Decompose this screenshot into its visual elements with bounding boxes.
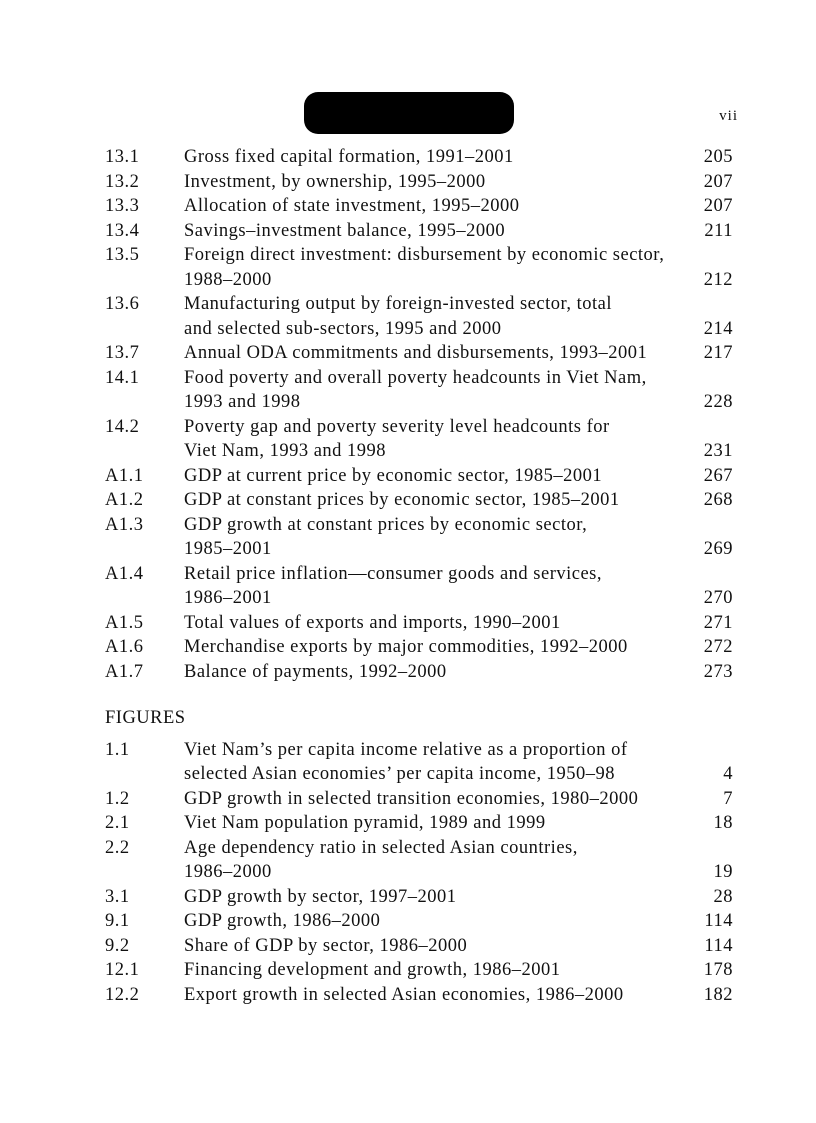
entry-title-line: Food poverty and overall poverty headcounts in Viet Nam, — [184, 367, 647, 388]
list-item — [105, 366, 733, 415]
list-item — [105, 170, 733, 195]
list-item — [105, 983, 733, 1008]
entry-page: 273 — [703, 661, 733, 682]
entry-number: A1.7 — [105, 661, 144, 682]
entry-title-line: Share of GDP by sector, 1986–2000 — [184, 935, 468, 956]
list-item — [105, 958, 733, 983]
entry-title-line: GDP at current price by economic sector, 1985–2001 — [184, 465, 603, 486]
entry-number: 13.7 — [105, 343, 140, 363]
entry-number: A1.2 — [105, 490, 144, 510]
entry-number: A1.5 — [105, 612, 144, 633]
entry-title — [184, 194, 687, 219]
entry-title-line: Annual ODA commitments and disbursements, 1993–2001 — [184, 343, 648, 363]
list-item — [105, 787, 733, 812]
entry-number: 13.2 — [105, 171, 140, 192]
list-item — [105, 243, 733, 292]
entry-title-line: Viet Nam population pyramid, 1989 and 1999 — [184, 813, 546, 833]
entry-title-line: selected Asian economies’ per capita income, 1950–98 — [184, 764, 615, 784]
list-item — [105, 611, 733, 636]
entry-title — [184, 292, 687, 341]
list-item — [105, 464, 733, 489]
entry-title — [184, 958, 687, 983]
figures-list — [105, 738, 733, 1008]
entry-page: 18 — [713, 813, 733, 833]
entry-title — [184, 562, 687, 611]
list-item — [105, 811, 733, 836]
entry-page: 268 — [703, 490, 733, 510]
entry-title — [184, 934, 687, 959]
list-item — [105, 145, 733, 170]
entry-title — [184, 909, 687, 934]
page-number: vii — [719, 108, 738, 124]
entry-number: 13.4 — [105, 220, 140, 241]
entry-page: 114 — [704, 911, 733, 931]
entry-number: 1.1 — [105, 739, 130, 760]
entry-page: 212 — [703, 269, 733, 290]
tables-list — [105, 145, 733, 684]
entry-title-line: GDP growth, 1986–2000 — [184, 911, 381, 931]
entry-title-line: 1986–2001 — [184, 588, 272, 608]
entry-title-line: Viet Nam, 1993 and 1998 — [184, 441, 387, 461]
entry-number: 12.2 — [105, 984, 140, 1005]
list-item — [105, 415, 733, 464]
entry-page: 28 — [713, 886, 733, 907]
entry-page: 182 — [703, 984, 733, 1005]
entry-title — [184, 787, 687, 812]
entry-page: 270 — [703, 588, 733, 608]
entry-title-line: Age dependency ratio in selected Asian countries, — [184, 837, 578, 858]
entry-title-line: GDP growth in selected transition economies, 1980–2000 — [184, 788, 639, 809]
entry-title — [184, 341, 687, 366]
entry-page: 231 — [703, 441, 733, 461]
entry-number: 13.6 — [105, 294, 140, 314]
entry-title-line: Poverty gap and poverty severity level headcounts for — [184, 416, 610, 437]
entry-title-line: GDP growth at constant prices by economic sector, — [184, 514, 588, 535]
entry-title-line: and selected sub-sectors, 1995 and 2000 — [184, 318, 502, 339]
entry-number: 9.1 — [105, 911, 130, 931]
entry-page: 178 — [703, 960, 733, 980]
entry-title — [184, 415, 687, 464]
entry-title — [184, 983, 687, 1008]
entry-title-line: Allocation of state investment, 1995–2000 — [184, 196, 520, 216]
entry-number: 2.2 — [105, 837, 130, 858]
list-item — [105, 513, 733, 562]
entry-number: 1.2 — [105, 788, 130, 809]
entry-number: 13.5 — [105, 245, 140, 265]
entry-title — [184, 488, 687, 513]
entry-title — [184, 885, 687, 910]
entry-title — [184, 738, 687, 787]
entry-title-line: 1988–2000 — [184, 269, 272, 290]
list-item — [105, 635, 733, 660]
entry-page: 205 — [703, 147, 733, 167]
entry-title-line: 1985–2001 — [184, 539, 272, 559]
entry-title — [184, 513, 687, 562]
list-item — [105, 488, 733, 513]
entry-title — [184, 464, 687, 489]
entry-title — [184, 635, 687, 660]
entry-number: 12.1 — [105, 960, 140, 980]
entry-title-line: Viet Nam’s per capita income relative as a proportion of — [184, 739, 628, 760]
entry-page: 217 — [703, 343, 733, 363]
entry-title-line: Balance of payments, 1992–2000 — [184, 661, 447, 682]
entry-title-line: Retail price inflation—consumer goods and services, — [184, 563, 603, 584]
entry-number: 14.1 — [105, 367, 140, 388]
list-item — [105, 562, 733, 611]
entry-title — [184, 811, 687, 836]
entry-title — [184, 170, 687, 195]
entry-page: 214 — [703, 318, 733, 339]
entry-number: 2.1 — [105, 813, 130, 833]
entry-number: 13.1 — [105, 147, 140, 167]
entry-title-line: Merchandise exports by major commodities, 1992–2000 — [184, 637, 628, 657]
list-item — [105, 660, 733, 685]
entry-title-line: Total values of exports and imports, 1990–2001 — [184, 612, 561, 633]
entry-title — [184, 836, 687, 885]
list-of-contents — [105, 145, 733, 1007]
redacted-header-block — [304, 92, 514, 134]
entry-title-line: Manufacturing output by foreign-invested sector, total — [184, 294, 613, 314]
list-item — [105, 194, 733, 219]
entry-title-line: GDP at constant prices by economic sector, 1985–2001 — [184, 490, 620, 510]
entry-title-line: Financing development and growth, 1986–2001 — [184, 960, 561, 980]
entry-title-line: Gross fixed capital formation, 1991–2001 — [184, 147, 514, 167]
list-item — [105, 934, 733, 959]
entry-title — [184, 219, 687, 244]
entry-page: 271 — [703, 612, 733, 633]
entry-page: 7 — [723, 788, 733, 809]
entry-number: 13.3 — [105, 196, 140, 216]
entry-title — [184, 145, 687, 170]
entry-title — [184, 660, 687, 685]
entry-page: 269 — [703, 539, 733, 559]
list-item — [105, 219, 733, 244]
entry-title-line: 1993 and 1998 — [184, 392, 301, 412]
entry-number: 3.1 — [105, 886, 130, 907]
entry-number: 14.2 — [105, 416, 140, 437]
entry-page: 114 — [704, 935, 733, 956]
list-item — [105, 292, 733, 341]
entry-page: 207 — [703, 171, 733, 192]
list-item — [105, 909, 733, 934]
entry-title-line: Export growth in selected Asian economies, 1986–2000 — [184, 984, 624, 1005]
entry-page: 207 — [703, 196, 733, 216]
entry-page: 19 — [713, 862, 733, 882]
entry-title-line: GDP growth by sector, 1997–2001 — [184, 886, 457, 907]
entry-title — [184, 366, 687, 415]
entry-page: 267 — [703, 465, 733, 486]
entry-page: 4 — [723, 764, 733, 784]
entry-number: 9.2 — [105, 935, 130, 956]
entry-title — [184, 243, 687, 292]
entry-page: 211 — [704, 220, 733, 241]
entry-title-line: Savings–investment balance, 1995–2000 — [184, 220, 506, 241]
figures-heading: FIGURES — [105, 708, 186, 728]
entry-number: A1.1 — [105, 465, 144, 486]
entry-page: 272 — [703, 637, 733, 657]
entry-title-line: Investment, by ownership, 1995–2000 — [184, 171, 486, 192]
list-item — [105, 738, 733, 787]
entry-title-line: Foreign direct investment: disbursement by economic sector, — [184, 245, 665, 265]
entry-page: 228 — [703, 392, 733, 412]
entry-title-line: 1986–2000 — [184, 862, 272, 882]
entry-title — [184, 611, 687, 636]
list-item — [105, 885, 733, 910]
list-item — [105, 836, 733, 885]
entry-number: A1.4 — [105, 563, 144, 584]
entry-number: A1.3 — [105, 514, 144, 535]
list-item — [105, 341, 733, 366]
entry-number: A1.6 — [105, 637, 144, 657]
